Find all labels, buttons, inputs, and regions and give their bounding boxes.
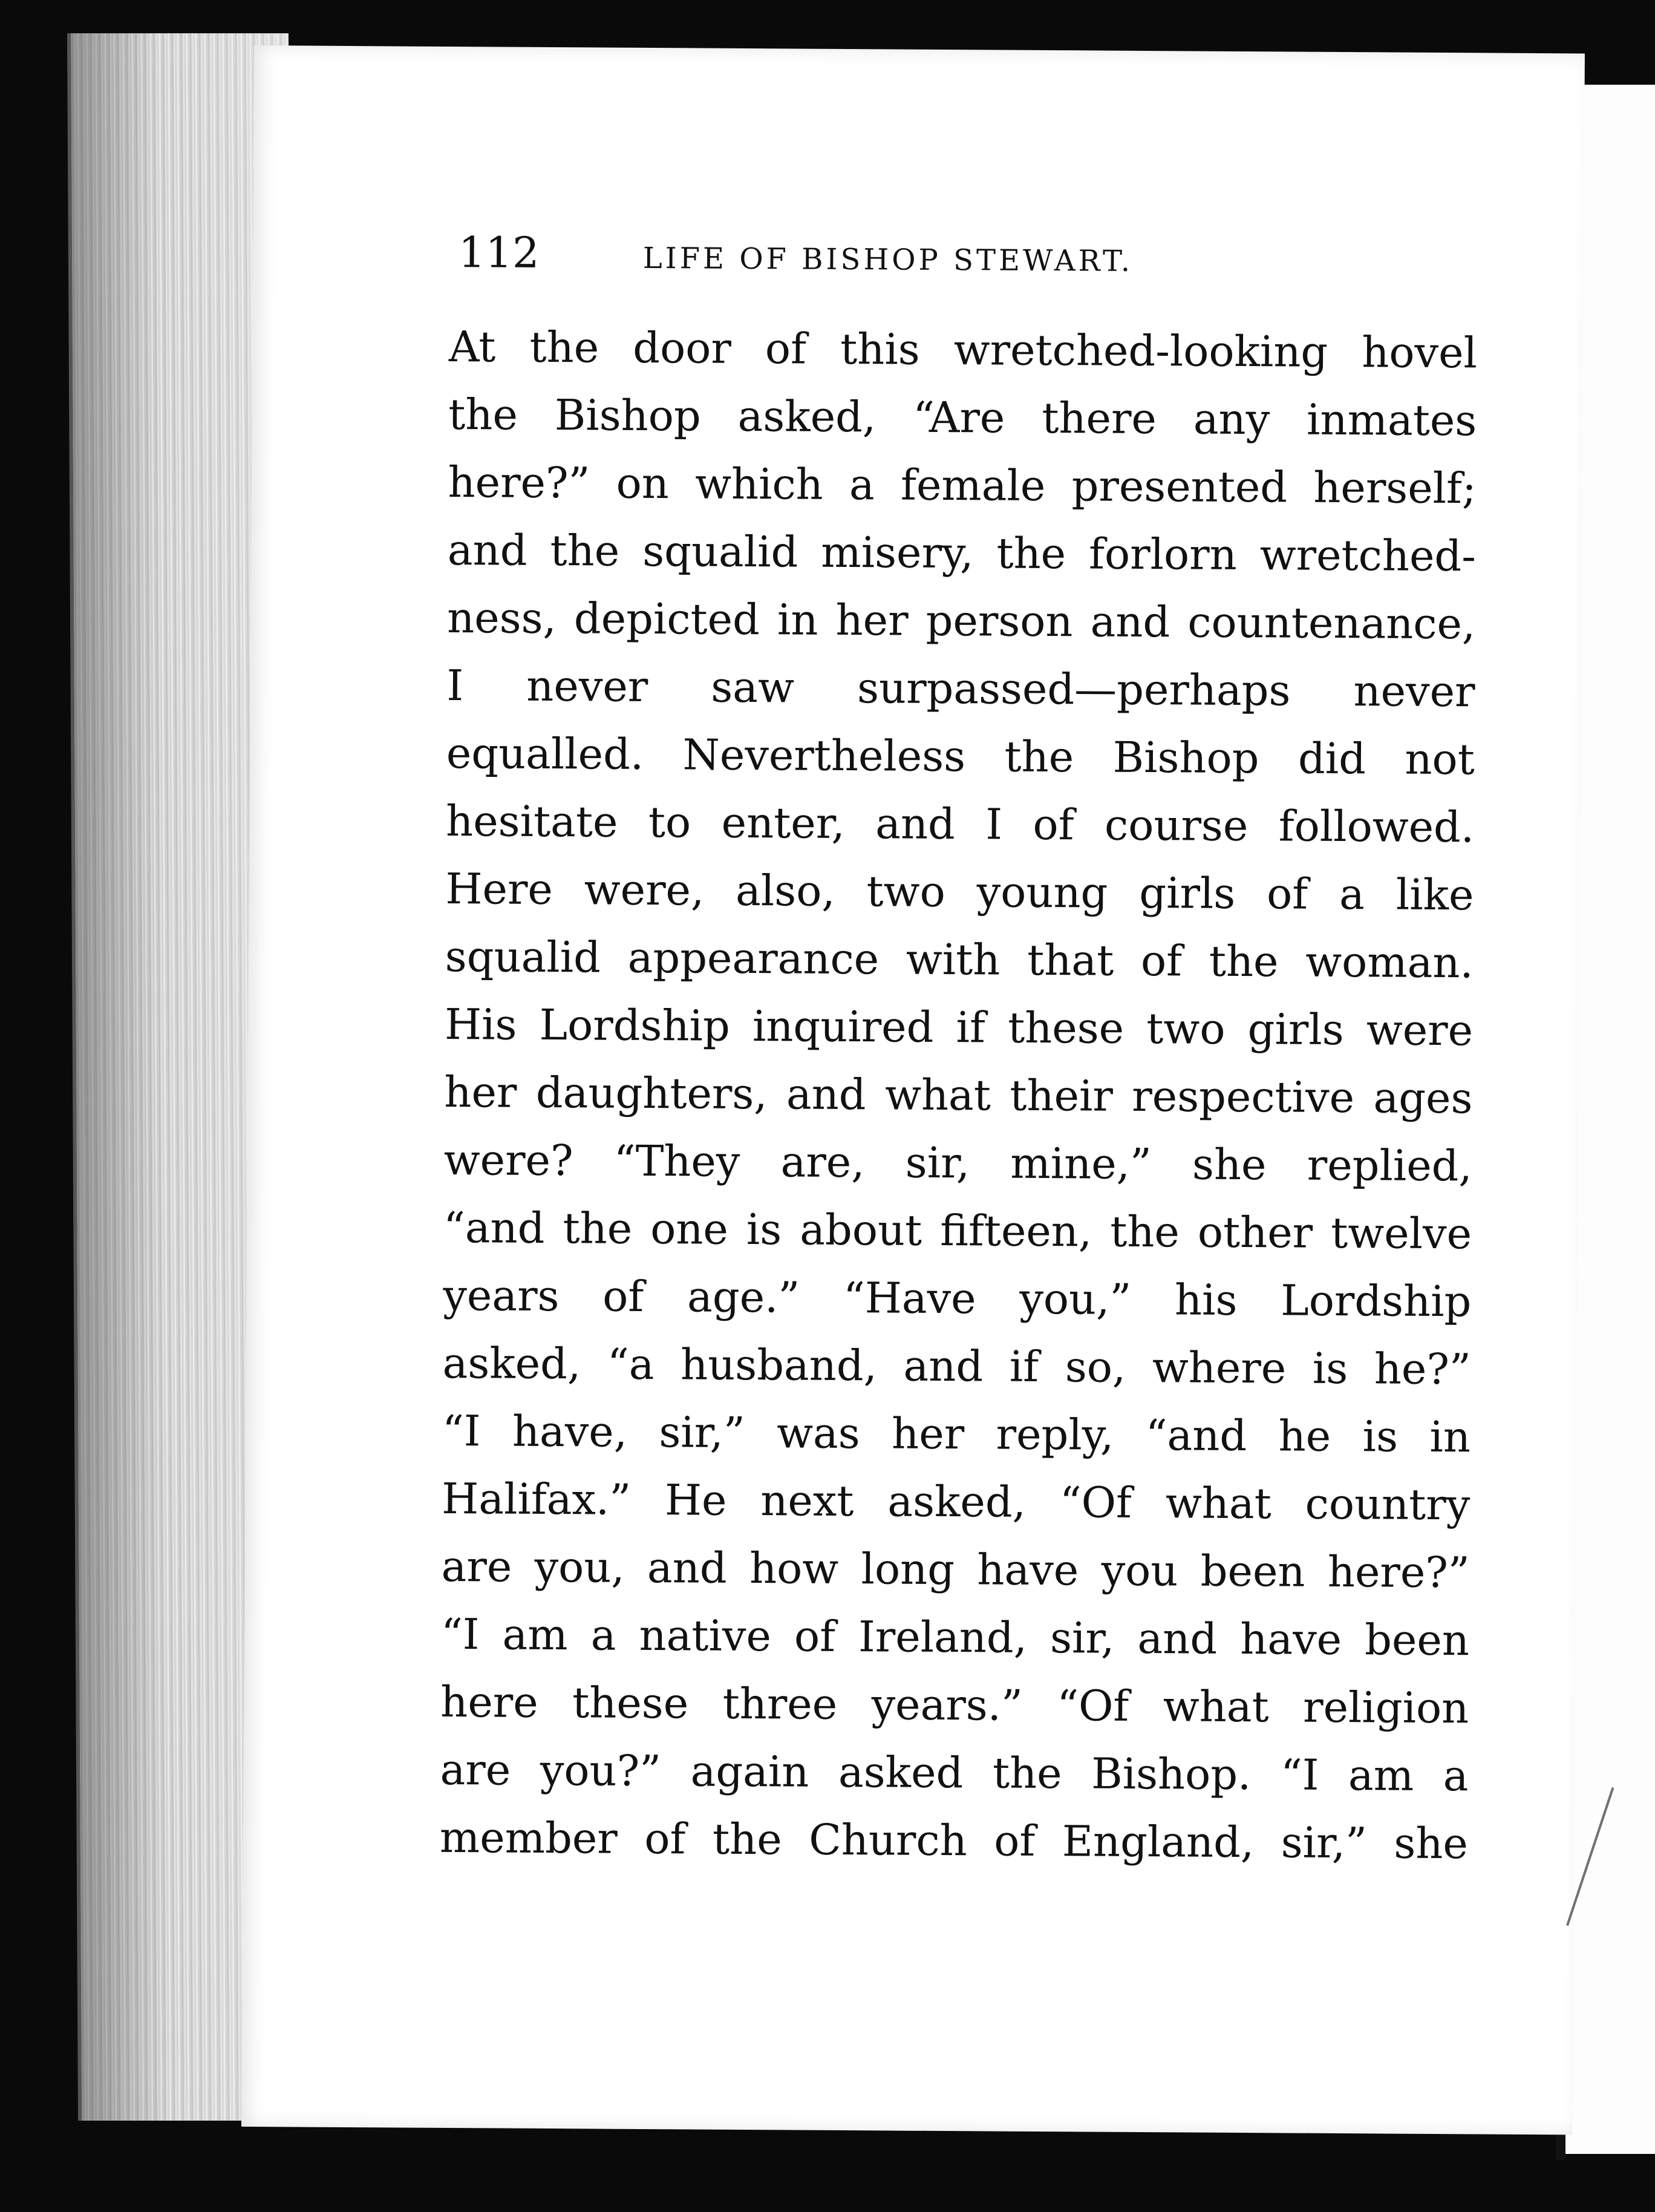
text-line: hesitate to enter, and I of course followed. — [445, 796, 1475, 852]
running-head: LIFE OF BISHOP STEWART. — [642, 241, 1134, 278]
text-line: “I have, sir,” was her reply, “and he is in — [442, 1405, 1471, 1462]
text-line: Halifax.” He next asked, “Of what country — [442, 1473, 1471, 1530]
text-line: are you?” again asked the Bishop. “I am a — [440, 1744, 1469, 1801]
body-text — [440, 313, 1478, 1877]
text-line: equalled. Nevertheless the Bishop did not — [446, 728, 1475, 785]
text-line: here these three years.” “Of what religion — [440, 1677, 1469, 1733]
text-line: were? “They are, sir, mine,” she replied, — [443, 1134, 1472, 1191]
text-line: years of age.” “Have you,” his Lordship — [443, 1270, 1472, 1327]
book-page — [241, 45, 1585, 2135]
text-line: squalid appearance with that of the woman. — [445, 931, 1474, 988]
text-line: “and the one is about fifteen, the other twelve — [443, 1202, 1472, 1259]
text-line: Here were, also, two young girls of a like — [445, 863, 1474, 920]
text-line: are you, and how long have you been here?” — [441, 1541, 1470, 1598]
text-line: her daughters, and what their respective ages — [444, 1067, 1473, 1124]
text-line: asked, “a husband, and if so, where is he?” — [442, 1338, 1471, 1395]
text-line: “I am a native of Ireland, sir, and have been — [440, 1609, 1470, 1666]
text-line: His Lordship inquired if these two girls were — [444, 999, 1474, 1056]
text-line: here?” on which a female presented herself; — [448, 457, 1477, 514]
text-line: ness, depicted in her person and countenance, — [446, 592, 1476, 649]
page-header — [458, 222, 1487, 301]
text-line: I never saw surpassed—perhaps never — [446, 660, 1475, 717]
text-line: At the door of this wretched-looking hovel — [448, 321, 1478, 378]
text-line: member of the Church of England, sir,” she — [439, 1812, 1469, 1869]
page-number: 112 — [458, 227, 540, 278]
text-line: and the squalid misery, the forlorn wretched- — [447, 525, 1477, 581]
text-line: the Bishop asked, “Are there any inmates — [448, 389, 1477, 446]
